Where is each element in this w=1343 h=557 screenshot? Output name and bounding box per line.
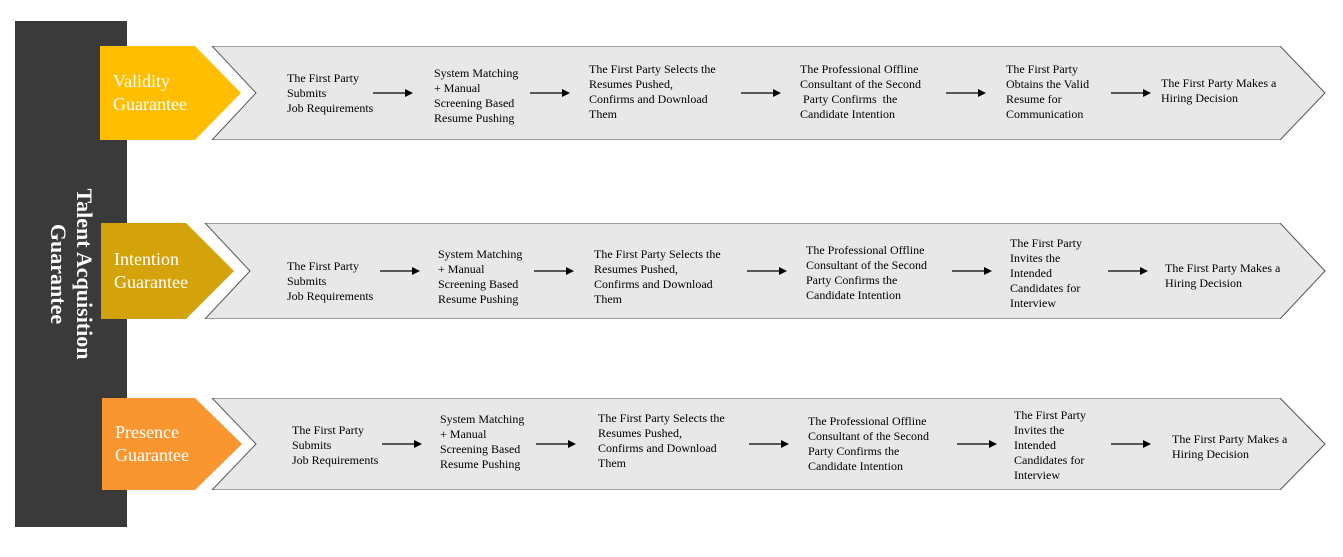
step-arrow-icon (534, 267, 574, 275)
process-step-line: The First Party Makes a (1172, 432, 1288, 446)
step-arrow-icon (1111, 89, 1151, 97)
process-step-line: Resume Pushing (438, 292, 519, 306)
process-step-line: Communication (1006, 107, 1084, 121)
process-step-line: Consultant of the Second (806, 258, 927, 272)
process-step (800, 62, 921, 122)
guarantee-tag-line: Validity (113, 71, 170, 91)
process-step-line: Screening Based (440, 442, 521, 456)
process-step-line: + Manual (434, 81, 481, 95)
process-step (287, 259, 373, 304)
process-step (440, 412, 524, 472)
process-step-line: + Manual (440, 427, 487, 441)
guarantee-tag-line: Intention (114, 249, 179, 269)
process-step-line: Screening Based (434, 96, 515, 110)
guarantee-tag-line: Guarantee (114, 272, 188, 292)
process-step-line: Obtains the Valid (1006, 77, 1090, 91)
process-step-line: Job Requirements (287, 101, 374, 115)
step-arrow-icon (946, 89, 986, 97)
process-step-line: Consultant of the Second (808, 429, 929, 443)
step-arrow-icon (957, 440, 997, 448)
process-step-line: The First Party Selects the (594, 247, 721, 261)
process-step-line: Confirms and Download (589, 92, 708, 106)
step-arrow-icon (1108, 267, 1148, 275)
process-step (287, 71, 373, 116)
process-step-line: Interview (1014, 468, 1060, 482)
process-step-line: Intended (1014, 438, 1056, 452)
process-step-line: Resume for (1006, 92, 1062, 106)
process-step (594, 247, 721, 307)
process-step-line: Candidate Intention (808, 459, 903, 473)
process-step-line: Candidate Intention (806, 288, 901, 302)
process-step-line: The First Party (1014, 408, 1086, 422)
step-arrow-icon (536, 440, 576, 448)
process-step (292, 423, 378, 468)
process-step (1014, 408, 1086, 483)
process-step-line: Candidates for (1014, 453, 1085, 467)
process-step (434, 66, 518, 126)
step-arrow-icon (747, 267, 787, 275)
process-step-line: The First Party (287, 71, 359, 85)
process-step-line: The First Party (287, 259, 359, 273)
process-step-line: Candidates for (1010, 281, 1081, 295)
process-step-line: Submits (287, 86, 327, 100)
step-arrow-icon (380, 267, 420, 275)
process-step (589, 62, 716, 122)
process-step-line: The Professional Offline (808, 414, 927, 428)
process-step-line: Job Requirements (292, 453, 379, 467)
process-step-line: Resumes Pushed, (594, 262, 678, 276)
guarantee-tag-label (115, 421, 189, 467)
process-step-line: Job Requirements (287, 289, 374, 303)
process-step-line: The First Party Makes a (1161, 76, 1277, 90)
step-arrow-icon (530, 89, 570, 97)
guarantee-tag-label (113, 70, 187, 116)
process-step-line: The First Party Makes a (1165, 261, 1281, 275)
process-step-line: Submits (292, 438, 332, 452)
process-step-line: Them (589, 107, 617, 121)
process-step-line: The First Party (1010, 236, 1082, 250)
process-step (806, 243, 927, 303)
process-step-line: Party Confirms the (806, 273, 898, 287)
process-step-line: Resume Pushing (434, 111, 515, 125)
step-arrow-icon (749, 440, 789, 448)
process-step-line: The First Party (1006, 62, 1078, 76)
process-step (808, 414, 929, 474)
process-step-line: System Matching (434, 66, 519, 80)
process-step (1165, 261, 1280, 291)
process-step-line: The First Party Selects the (589, 62, 716, 76)
guarantee-tag-label (114, 248, 188, 294)
process-step-line: Hiring Decision (1165, 276, 1242, 290)
process-step-line: Party Confirms the (800, 92, 898, 106)
process-step-line: The First Party Selects the (598, 411, 725, 425)
process-step-line: + Manual (438, 262, 485, 276)
guarantee-tag-line: Guarantee (115, 445, 189, 465)
process-step (1006, 62, 1089, 122)
sidebar-title-line: Talent Acquisition (72, 188, 97, 360)
process-step-line: Hiring Decision (1161, 91, 1238, 105)
process-step-line: Resumes Pushed, (589, 77, 673, 91)
process-step-line: Interview (1010, 296, 1056, 310)
process-step-line: Candidate Intention (800, 107, 895, 121)
process-step-line: Consultant of the Second (800, 77, 921, 91)
process-step-line: Invites the (1014, 423, 1065, 437)
process-step-line: System Matching (438, 247, 523, 261)
guarantee-tag-line: Presence (115, 422, 179, 442)
process-step-line: Confirms and Download (598, 441, 717, 455)
process-step-line: The First Party (292, 423, 364, 437)
guarantee-tag-line: Guarantee (113, 94, 187, 114)
process-step-line: The Professional Offline (800, 62, 919, 76)
process-step-line: Submits (287, 274, 327, 288)
process-row (0, 46, 1343, 140)
process-step-line: Resumes Pushed, (598, 426, 682, 440)
process-step-line: Confirms and Download (594, 277, 713, 291)
process-step-line: Invites the (1010, 251, 1061, 265)
step-arrow-icon (952, 267, 992, 275)
process-step (1172, 432, 1287, 462)
step-arrow-icon (1111, 440, 1151, 448)
sidebar-title-line: Guarantee (46, 223, 71, 325)
process-step (1161, 76, 1276, 106)
process-row (0, 223, 1343, 319)
process-row (0, 398, 1343, 490)
process-step-line: Hiring Decision (1172, 447, 1249, 461)
process-step-line: Resume Pushing (440, 457, 521, 471)
process-step (1010, 236, 1082, 311)
process-step-line: The Professional Offline (806, 243, 925, 257)
process-step-line: Party Confirms the (808, 444, 900, 458)
process-step-line: Intended (1010, 266, 1052, 280)
step-arrow-icon (382, 440, 422, 448)
process-step (598, 411, 725, 471)
step-arrow-icon (373, 89, 413, 97)
process-step (438, 247, 522, 307)
process-step-line: Them (594, 292, 622, 306)
process-step-line: Screening Based (438, 277, 519, 291)
process-step-line: System Matching (440, 412, 525, 426)
step-arrow-icon (741, 89, 781, 97)
process-step-line: Them (598, 456, 626, 470)
